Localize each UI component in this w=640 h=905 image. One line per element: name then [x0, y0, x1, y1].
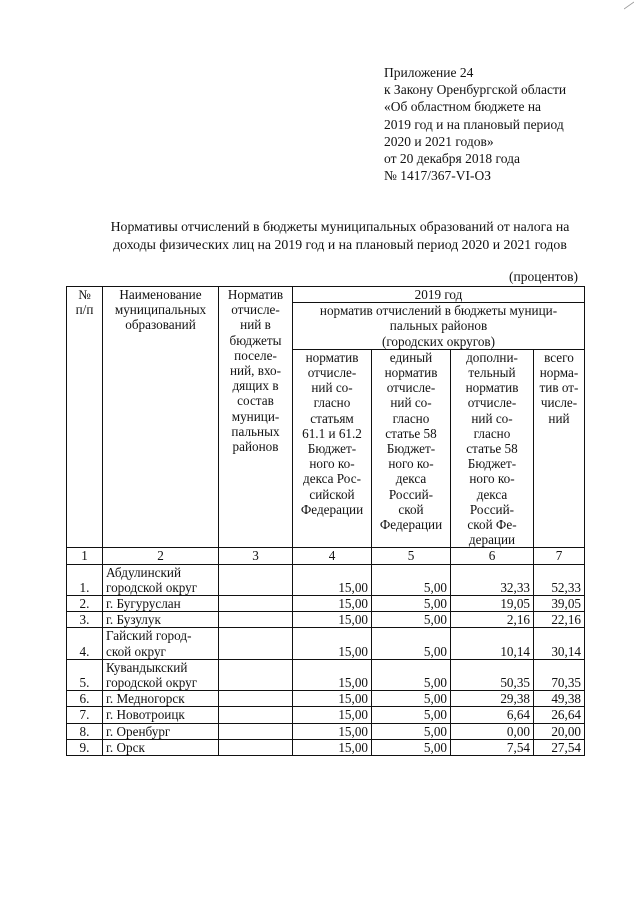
- table-row: [67, 596, 585, 612]
- header-col6: дополни- тельный норматив отчисле- ний со- гласно статье 58 Бюджет- ного ко- декса Россий- ской Фе- дерации: [451, 349, 534, 548]
- appendix-line: к Закону Оренбургской области: [384, 82, 567, 98]
- row-number-cell: 7.: [67, 707, 103, 723]
- appendix-line: Приложение 24: [384, 65, 474, 80]
- settlements-norm-cell: [219, 596, 293, 612]
- row-number-cell: 1.: [67, 564, 103, 595]
- norm-61-cell: 15,00: [293, 612, 372, 628]
- unit-label: (процентов): [509, 269, 579, 284]
- single-norm-58-cell: 5,00: [372, 564, 451, 595]
- settlements-norm-cell: [219, 707, 293, 723]
- appendix-line: 2020 и 2021 годов»: [384, 133, 494, 149]
- norm-61-cell: 15,00: [293, 564, 372, 595]
- table-row: [67, 628, 585, 659]
- total-norm-cell: 30,14: [534, 628, 585, 659]
- norm-61-cell: 15,00: [293, 723, 372, 739]
- total-norm-cell: 52,33: [534, 564, 585, 595]
- row-number-cell: 5.: [67, 659, 103, 690]
- row-number-cell: 2.: [67, 596, 103, 612]
- row-number-cell: 8.: [67, 723, 103, 739]
- title-line-2: доходы физических лиц на 2019 год и на плановый период 2020 и 2021 годов: [113, 236, 567, 252]
- additional-norm-58-cell: 0,00: [451, 723, 534, 739]
- row-number-cell: 9.: [67, 739, 103, 755]
- appendix-line: № 1417/367-VI-ОЗ: [384, 168, 492, 184]
- column-number: 6: [451, 548, 534, 564]
- single-norm-58-cell: 5,00: [372, 739, 451, 755]
- single-norm-58-cell: 5,00: [372, 707, 451, 723]
- single-norm-58-cell: 5,00: [372, 691, 451, 707]
- total-norm-cell: 49,38: [534, 691, 585, 707]
- column-number: 5: [372, 548, 451, 564]
- column-number-row: [67, 548, 585, 564]
- header-num: № п/п: [67, 287, 103, 548]
- norm-61-cell: 15,00: [293, 659, 372, 690]
- municipality-name-cell: г. Бузулук: [103, 612, 219, 628]
- norm-61-cell: 15,00: [293, 707, 372, 723]
- total-norm-cell: 39,05: [534, 596, 585, 612]
- municipality-name-cell: г. Медногорск: [103, 691, 219, 707]
- settlements-norm-cell: [219, 628, 293, 659]
- row-number-cell: 4.: [67, 628, 103, 659]
- municipality-name-cell: г. Оренбург: [103, 723, 219, 739]
- additional-norm-58-cell: 6,64: [451, 707, 534, 723]
- single-norm-58-cell: 5,00: [372, 659, 451, 690]
- municipality-name-cell: г. Орск: [103, 739, 219, 755]
- additional-norm-58-cell: 19,05: [451, 596, 534, 612]
- header-col5: единый норматив отчисле- ний со- гласно статье 58 Бюджет- ного ко- декса Россий- ской Федерации: [372, 349, 451, 548]
- header-district: норматив отчислений в бюджеты муници- пальных районов (городских округов): [293, 303, 585, 350]
- column-number: 1: [67, 548, 103, 564]
- table-row: [67, 691, 585, 707]
- settlements-norm-cell: [219, 564, 293, 595]
- total-norm-cell: 26,64: [534, 707, 585, 723]
- column-number: 4: [293, 548, 372, 564]
- norm-61-cell: 15,00: [293, 739, 372, 755]
- column-number: 2: [103, 548, 219, 564]
- total-norm-cell: 20,00: [534, 723, 585, 739]
- appendix-line: от 20 декабря 2018 года: [384, 151, 520, 167]
- table-row: [67, 739, 585, 755]
- additional-norm-58-cell: 29,38: [451, 691, 534, 707]
- municipality-name-cell: Абдулинский городской округ: [103, 564, 219, 595]
- single-norm-58-cell: 5,00: [372, 723, 451, 739]
- settlements-norm-cell: [219, 723, 293, 739]
- additional-norm-58-cell: 7,54: [451, 739, 534, 755]
- settlements-norm-cell: [219, 612, 293, 628]
- column-number: 7: [534, 548, 585, 564]
- appendix-line: «Об областном бюджете на: [384, 99, 542, 115]
- table-row: [67, 612, 585, 628]
- table-row: [67, 707, 585, 723]
- single-norm-58-cell: 5,00: [372, 612, 451, 628]
- header-col7: всего норма- тив от- числе- ний: [534, 349, 585, 548]
- title-line-1: Нормативы отчислений в бюджеты муниципальных образований от налога на: [110, 219, 570, 234]
- appendix-line: 2019 год и на плановый период: [384, 116, 564, 132]
- table-row: [67, 659, 585, 690]
- settlements-norm-cell: [219, 739, 293, 755]
- row-number-cell: 6.: [67, 691, 103, 707]
- header-col4: норматив отчисле- ний со- гласно статьям 61.1 и 61.2 Бюджет- ного ко- декса Рос- сийской Федерации: [293, 349, 372, 548]
- additional-norm-58-cell: 50,35: [451, 659, 534, 690]
- page-corner-mark: [624, 0, 634, 10]
- additional-norm-58-cell: 32,33: [451, 564, 534, 595]
- total-norm-cell: 22,16: [534, 612, 585, 628]
- municipality-name-cell: г. Новотроицк: [103, 707, 219, 723]
- norms-table: [66, 286, 585, 756]
- norm-61-cell: 15,00: [293, 628, 372, 659]
- norm-61-cell: 15,00: [293, 691, 372, 707]
- header-name: Наименование муниципальных образований: [103, 287, 219, 548]
- column-number: 3: [219, 548, 293, 564]
- settlements-norm-cell: [219, 691, 293, 707]
- table-row: [67, 723, 585, 739]
- municipality-name-cell: Кувандыкский городской округ: [103, 659, 219, 690]
- total-norm-cell: 70,35: [534, 659, 585, 690]
- municipality-name-cell: г. Бугуруслан: [103, 596, 219, 612]
- norm-61-cell: 15,00: [293, 596, 372, 612]
- total-norm-cell: 27,54: [534, 739, 585, 755]
- municipality-name-cell: Гайский город- ской округ: [103, 628, 219, 659]
- row-number-cell: 3.: [67, 612, 103, 628]
- header-year: 2019 год: [293, 287, 585, 303]
- single-norm-58-cell: 5,00: [372, 596, 451, 612]
- appendix-block: [384, 64, 566, 184]
- header-settlements: Норматив отчисле- ний в бюджеты поселе- ний, вхо- дящих в состав муници- пальных районов: [219, 287, 293, 548]
- document-title: [60, 218, 620, 253]
- single-norm-58-cell: 5,00: [372, 628, 451, 659]
- table-row: [67, 564, 585, 595]
- settlements-norm-cell: [219, 659, 293, 690]
- additional-norm-58-cell: 10,14: [451, 628, 534, 659]
- additional-norm-58-cell: 2,16: [451, 612, 534, 628]
